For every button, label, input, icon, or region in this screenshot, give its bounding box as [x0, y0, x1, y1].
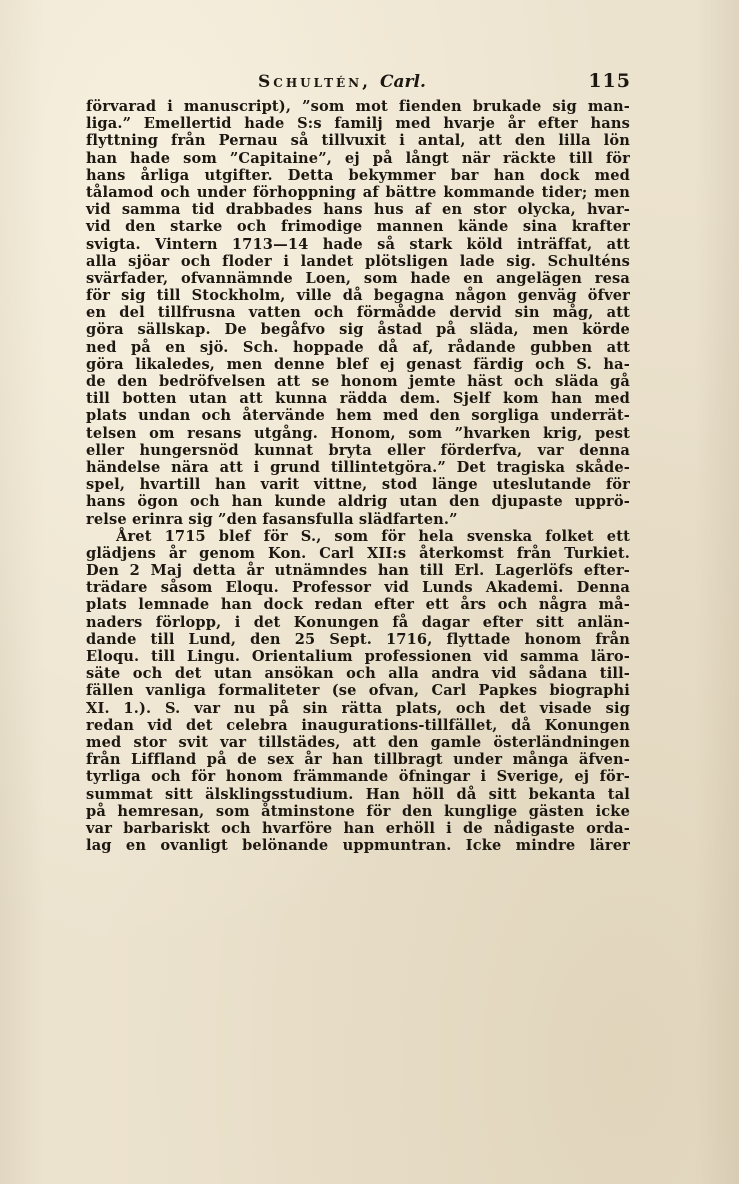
text-line: hans årliga utgifter. Detta bekymmer bar han dock med [86, 166, 630, 184]
text-line: ned på en sjö. Sch. hoppade då af, rådande gubben att [86, 338, 630, 356]
text-line: lag en ovanligt belönande uppmuntran. Icke mindre lärer [86, 837, 630, 855]
page-number: 115 [588, 70, 631, 92]
text-line: dande till Lund, den 25 Sept. 1716, flyttade honom från [86, 630, 630, 648]
text-line: fällen vanliga formaliteter (se ofvan, Carl Papkes biographi [86, 682, 630, 700]
text-line: eller hungersnöd kunnat bryta eller förderfva, var denna [86, 441, 630, 459]
text-line: tålamod och under förhoppning af bättre kommande tider; men [86, 183, 630, 201]
text-line: göra sällskap. De begåfvo sig åstad på släda, men körde [86, 321, 630, 339]
text-line: Eloqu. till Lingu. Orientalium professionen vid samma läro- [86, 648, 630, 665]
text-line: med stor svit var tillstädes, att den gamle österländningen [86, 733, 630, 751]
text-line: naders förlopp, i det Konungen få dagar efter sitt anlän- [86, 613, 630, 631]
book-page [86, 60, 630, 854]
text-line: vid samma tid drabbades hans hus af en stor olycka, hvar- [86, 201, 630, 219]
text-line: på hemresan, som åtminstone för den kunglige gästen icke [86, 802, 630, 820]
text-line: vid den starke och frimodige mannen kände sina krafter [86, 218, 630, 236]
running-head-given-name: Carl. [379, 72, 426, 92]
text-line: spel, hvartill han varit vittne, stod länge uteslutande för [86, 476, 630, 494]
body-text [86, 98, 630, 854]
text-line: glädjens år genom Kon. Carl XII:s återkomst från Turkiet. [86, 544, 630, 562]
text-line: Året 1715 blef för S., som för hela svenska folket ett [116, 527, 630, 545]
text-line: för sig till Stockholm, ville då begagna någon genväg öfver [86, 287, 630, 305]
text-line: tyrliga och för honom främmande öfningar i Sverige, ej för- [86, 768, 630, 786]
text-line: svigta. Vintern 1713—14 hade så stark köld inträffat, att [86, 235, 630, 253]
text-line: svärfader, ofvannämnde Loen, som hade en angelägen resa [86, 269, 630, 287]
text-line: liga.” Emellertid hade S:s familj med hvarje år efter hans [86, 115, 630, 133]
text-line: Den 2 Maj detta år utnämndes han till Erl. Lagerlöfs efter- [86, 562, 630, 580]
text-line: till botten utan att kunna rädda dem. Sjelf kom han med [86, 390, 630, 408]
text-line: förvarad i manuscript), ”som mot fienden brukade sig man- [86, 98, 630, 115]
text-line: hans ögon och han kunde aldrig utan den djupaste upprö- [86, 493, 630, 511]
text-line: från Liffland på de sex år han tillbragt under många äfven- [86, 751, 630, 769]
text-line: de den bedröfvelsen att se honom jemte häst och släda gå [86, 373, 630, 390]
text-line: redan vid det celebra inaugurations-tillfället, då Konungen [86, 716, 630, 734]
text-line: telsen om resans utgång. Honom, som ”hvarken krig, pest [86, 424, 630, 442]
text-line: alla sjöar och floder i landet plötsligen lade sig. Schulténs [86, 252, 630, 270]
text-line: göra likaledes, men denne blef ej genast färdig och S. ha- [86, 355, 630, 373]
text-line: var barbariskt och hvarföre han erhöll i de nådigaste orda- [86, 819, 630, 837]
text-line: säte och det utan ansökan och alla andra vid sådana till- [86, 665, 630, 683]
running-head-surname: Schultén, [258, 72, 372, 92]
text-line: en del tillfrusna vatten och förmådde dervid sin måg, att [86, 304, 630, 322]
paragraph [86, 528, 630, 855]
running-head [86, 60, 630, 94]
text-line: flyttning från Pernau så tillvuxit i antal, att den lilla lön [86, 132, 630, 150]
text-line: summat sitt älsklingsstudium. Han höll då sitt bekanta tal [86, 785, 630, 803]
text-line: plats lemnade han dock redan efter ett års och några må- [86, 596, 630, 614]
text-line: trädare såsom Eloqu. Professor vid Lunds Akademi. Denna [86, 579, 630, 597]
text-line: XI. 1.). S. var nu på sin rätta plats, och det visade sig [86, 699, 630, 717]
paragraph [86, 98, 630, 528]
text-line: han hade som ”Capitaine”, ej på långt när räckte till för [86, 149, 630, 167]
running-head-title [258, 72, 426, 92]
text-line: relse erinra sig ”den fasansfulla slädfarten.” [86, 510, 458, 528]
text-line: plats undan och återvände hem med den sorgliga underrät- [86, 407, 630, 425]
text-line: händelse nära att i grund tillintetgöra.” Det tragiska skåde- [86, 458, 630, 476]
